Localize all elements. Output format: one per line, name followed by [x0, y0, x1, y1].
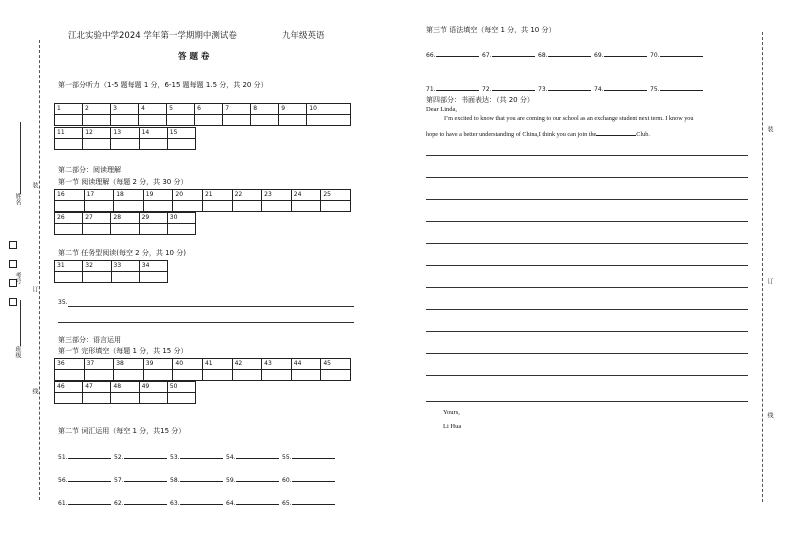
answer-cell[interactable]: [321, 201, 351, 212]
answer-cell[interactable]: [114, 370, 144, 381]
answer-cell[interactable]: [139, 224, 167, 235]
writing-line[interactable]: [426, 221, 748, 222]
vocab-number: 62.: [114, 500, 124, 507]
binding-line-left: [39, 40, 40, 500]
exam-title: 江北实验中学2024 学年第一学期期中测试卷: [68, 31, 237, 41]
answer-cell[interactable]: [139, 393, 167, 404]
question-number: 31: [55, 261, 83, 272]
answer-cell[interactable]: [143, 370, 173, 381]
answer-cell[interactable]: [307, 115, 351, 126]
question-number: 11: [55, 128, 83, 139]
answer-cell[interactable]: [111, 139, 139, 150]
question-number: 42: [232, 359, 262, 370]
question-number: 1: [55, 104, 83, 115]
grammar-number: 67.: [482, 52, 492, 59]
answer-cell[interactable]: [202, 201, 232, 212]
vocab-number: 52.: [114, 454, 124, 461]
vocab-number: 60.: [282, 477, 292, 484]
answer-cell[interactable]: [291, 370, 321, 381]
letter-line-2-end: Club.: [636, 131, 650, 138]
answer-cell[interactable]: [111, 115, 139, 126]
question-number: 6: [195, 104, 223, 115]
answer-cell[interactable]: [55, 115, 83, 126]
answer-cell[interactable]: [111, 224, 139, 235]
vocab-number: 58.: [170, 477, 180, 484]
vocab-number: 55.: [282, 454, 292, 461]
letter-closing: Yours,: [443, 409, 460, 416]
question-number: 25: [321, 190, 351, 201]
vocab-blank[interactable]: [180, 497, 223, 505]
question-number: 38: [114, 359, 144, 370]
question-number: 16: [55, 190, 85, 201]
vocab-row-2: [58, 474, 338, 484]
question-number: 22: [232, 190, 262, 201]
answer-cell[interactable]: [173, 201, 203, 212]
binding-mark-right-mid: 订: [766, 278, 773, 284]
question-number: 3: [111, 104, 139, 115]
part1-answer-grid-row1: [54, 103, 351, 126]
vocab-blank[interactable]: [124, 497, 167, 505]
letter-signature: Li Hua: [443, 423, 462, 430]
question-number: 43: [262, 359, 292, 370]
question-number: 50: [167, 382, 195, 393]
question-number: 18: [114, 190, 144, 201]
question-number: 13: [111, 128, 139, 139]
writing-line[interactable]: [426, 243, 748, 244]
exam-box[interactable]: [9, 241, 17, 249]
writing-line[interactable]: [426, 199, 748, 200]
part2-sec2-heading: 第二节 任务型阅读(每空 2 分，共 10 分): [58, 249, 186, 257]
vocab-number: 51.: [58, 454, 68, 461]
part2-task-grid: [54, 260, 168, 283]
grammar-blank[interactable]: [604, 49, 647, 57]
question-number: 45: [321, 359, 351, 370]
part1-answer-grid-row2: [54, 127, 196, 150]
question-number: 37: [84, 359, 114, 370]
grammar-blank[interactable]: [548, 49, 591, 57]
answer-cell[interactable]: [111, 393, 139, 404]
vocab-number: 56.: [58, 477, 68, 484]
part3-sec3-heading: 第三节 语法填空（每空 1 分，共 10 分）: [426, 26, 556, 34]
question-number: 4: [139, 104, 167, 115]
grammar-blank[interactable]: [660, 49, 703, 57]
question-number: 9: [279, 104, 307, 115]
question-number: 44: [291, 359, 321, 370]
grammar-number: 68.: [538, 52, 548, 59]
vocab-blank[interactable]: [68, 474, 111, 482]
vocab-blank[interactable]: [292, 474, 335, 482]
grammar-blank[interactable]: [548, 83, 591, 91]
answer-cell[interactable]: [321, 370, 351, 381]
grammar-blank[interactable]: [492, 49, 535, 57]
question-number: 40: [173, 359, 203, 370]
question-number: 2: [83, 104, 111, 115]
answer-cell[interactable]: [83, 272, 111, 283]
grammar-number: 74.: [594, 86, 604, 93]
part3-sec1-heading: 第一节 完形填空（每题 1 分，共 15 分）: [58, 347, 188, 355]
vocab-blank[interactable]: [180, 474, 223, 482]
binding-mark-top: 装: [31, 182, 38, 188]
grammar-number: 70.: [650, 52, 660, 59]
question-number: 47: [83, 382, 111, 393]
writing-line[interactable]: [426, 353, 748, 354]
grammar-number: 73.: [538, 86, 548, 93]
vocab-blank[interactable]: [236, 451, 279, 459]
question-number: 24: [291, 190, 321, 201]
exam-number-label: 考号: [14, 272, 21, 284]
question-number: 20: [173, 190, 203, 201]
grammar-number: 69.: [594, 52, 604, 59]
question-number: 17: [84, 190, 114, 201]
exam-box[interactable]: [9, 260, 17, 268]
part3-cloze-grid-row2: [54, 381, 196, 404]
question-number: 30: [167, 213, 195, 224]
question-number: 32: [83, 261, 111, 272]
exam-subject: 九年级英语: [282, 31, 325, 41]
answer-cell[interactable]: [143, 201, 173, 212]
vocab-blank[interactable]: [292, 497, 335, 505]
part3-sec2-heading: 第二节 词汇运用（每空 1 分，共15 分）: [58, 427, 186, 435]
answer-cell[interactable]: [84, 201, 114, 212]
vocab-blank[interactable]: [68, 451, 111, 459]
grammar-number: 71.: [426, 86, 436, 93]
question-number: 34: [139, 261, 167, 272]
grammar-blank[interactable]: [604, 83, 647, 91]
question-number: 29: [139, 213, 167, 224]
answer-cell[interactable]: [83, 393, 111, 404]
question-number: 26: [55, 213, 83, 224]
answer-cell[interactable]: [55, 272, 83, 283]
answer-cell[interactable]: [262, 370, 292, 381]
answer-cell[interactable]: [202, 370, 232, 381]
answer-cell[interactable]: [55, 139, 83, 150]
question-number: 21: [202, 190, 232, 201]
exam-box[interactable]: [9, 298, 17, 306]
vocab-blank[interactable]: [124, 474, 167, 482]
answer-cell[interactable]: [83, 224, 111, 235]
vocab-blank[interactable]: [180, 451, 223, 459]
writing-line[interactable]: [426, 375, 748, 376]
vocab-blank[interactable]: [236, 497, 279, 505]
letter-salutation: Dear Linda,: [426, 106, 458, 113]
writing-line[interactable]: [426, 155, 748, 156]
name-label: 姓名: [14, 193, 21, 205]
q35-answer-line[interactable]: [68, 306, 354, 307]
answer-cell[interactable]: [84, 370, 114, 381]
question-number: 7: [223, 104, 251, 115]
vocab-blank[interactable]: [236, 474, 279, 482]
class-label: 班级: [14, 346, 21, 358]
binding-mark-right-bottom: 线: [766, 412, 773, 418]
binding-mark-mid: 订: [31, 286, 38, 292]
answer-cell[interactable]: [279, 115, 307, 126]
answer-cell[interactable]: [167, 115, 195, 126]
question-number: 19: [143, 190, 173, 201]
grammar-row-1: [426, 49, 706, 59]
grammar-blank[interactable]: [436, 83, 479, 91]
answer-cell[interactable]: [139, 115, 167, 126]
question-number: 48: [111, 382, 139, 393]
answer-cell[interactable]: [195, 115, 223, 126]
question-number: 39: [143, 359, 173, 370]
question-number: 27: [83, 213, 111, 224]
question-number: 41: [202, 359, 232, 370]
club-blank[interactable]: [596, 129, 636, 136]
part2-answer-grid-row1: [54, 189, 351, 212]
answer-cell[interactable]: [139, 272, 167, 283]
vocab-number: 64.: [226, 500, 236, 507]
binding-mark-right-top: 装: [766, 126, 773, 132]
part2-answer-grid-row2: [54, 212, 196, 235]
answer-cell[interactable]: [232, 201, 262, 212]
vocab-blank[interactable]: [124, 451, 167, 459]
part3-heading: 第三部分：语言运用: [58, 336, 121, 344]
letter-line-1: I’m excited to know that you are coming to our school as an exchange student next term. I know you: [444, 115, 694, 122]
question-number: 12: [83, 128, 111, 139]
writing-line[interactable]: [426, 265, 748, 266]
answer-cell[interactable]: [251, 115, 279, 126]
answer-cell[interactable]: [291, 201, 321, 212]
vocab-number: 54.: [226, 454, 236, 461]
question-number: 36: [55, 359, 85, 370]
writing-line[interactable]: [426, 177, 748, 178]
question-number: 10: [307, 104, 351, 115]
answer-cell[interactable]: [167, 224, 195, 235]
vocab-blank[interactable]: [292, 451, 335, 459]
answer-cell[interactable]: [114, 201, 144, 212]
answer-cell[interactable]: [167, 393, 195, 404]
vocab-number: 53.: [170, 454, 180, 461]
grammar-blank[interactable]: [492, 83, 535, 91]
name-write-line[interactable]: [20, 122, 21, 194]
answer-cell[interactable]: [232, 370, 262, 381]
answer-cell[interactable]: [83, 139, 111, 150]
q35-answer-line-2[interactable]: [58, 322, 354, 323]
answer-cell[interactable]: [83, 115, 111, 126]
answer-cell[interactable]: [111, 272, 139, 283]
writing-line[interactable]: [426, 401, 748, 402]
answer-cell[interactable]: [223, 115, 251, 126]
writing-line[interactable]: [426, 309, 748, 310]
q35-label: 35.: [58, 299, 68, 306]
question-number: 5: [167, 104, 195, 115]
vocab-number: 63.: [170, 500, 180, 507]
question-number: 46: [55, 382, 83, 393]
class-write-line[interactable]: [20, 300, 21, 346]
answer-cell[interactable]: [55, 201, 85, 212]
grammar-number: 75.: [650, 86, 660, 93]
vocab-blank[interactable]: [68, 497, 111, 505]
question-number: 23: [262, 190, 292, 201]
binding-line-right: [762, 32, 763, 502]
part2-sec1-heading: 第一节 阅读理解（每题 2 分，共 30 分）: [58, 178, 188, 186]
grammar-row-2: [426, 83, 706, 93]
vocab-number: 65.: [282, 500, 292, 507]
writing-line[interactable]: [426, 287, 748, 288]
grammar-blank[interactable]: [660, 83, 703, 91]
answer-cell[interactable]: [262, 201, 292, 212]
vocab-number: 61.: [58, 500, 68, 507]
answer-cell[interactable]: [55, 393, 83, 404]
answer-cell[interactable]: [55, 224, 83, 235]
vocab-number: 59.: [226, 477, 236, 484]
question-number: 28: [111, 213, 139, 224]
answer-cell[interactable]: [55, 370, 85, 381]
vocab-number: 57.: [114, 477, 124, 484]
question-number: 8: [251, 104, 279, 115]
question-number: 33: [111, 261, 139, 272]
grammar-number: 72.: [482, 86, 492, 93]
part2-heading: 第二部分：阅读理解: [58, 166, 121, 174]
answer-cell[interactable]: [173, 370, 203, 381]
answer-cell[interactable]: [139, 139, 167, 150]
binding-mark-bottom: 线: [31, 388, 38, 394]
writing-line[interactable]: [426, 331, 748, 332]
part4-heading: 第四部分：书面表达：（共 20 分）: [426, 96, 534, 104]
grammar-blank[interactable]: [436, 49, 479, 57]
question-number: 14: [139, 128, 167, 139]
letter-line-2-text: hope to have a better understanding of China,I think you can join the: [426, 131, 597, 138]
sheet-title: 答 题 卷: [178, 52, 210, 62]
vocab-row-3: [58, 497, 338, 507]
letter-line-2: [426, 129, 650, 138]
question-number: 15: [167, 128, 195, 139]
grammar-number: 66.: [426, 52, 436, 59]
vocab-row-1: [58, 451, 338, 461]
question-number: 49: [139, 382, 167, 393]
answer-cell[interactable]: [167, 139, 195, 150]
part1-heading: 第一部分听力（1-5 题每题 1 分，6-15 题每题 1.5 分，共 20 分）: [58, 81, 268, 89]
part3-cloze-grid-row1: [54, 358, 351, 381]
